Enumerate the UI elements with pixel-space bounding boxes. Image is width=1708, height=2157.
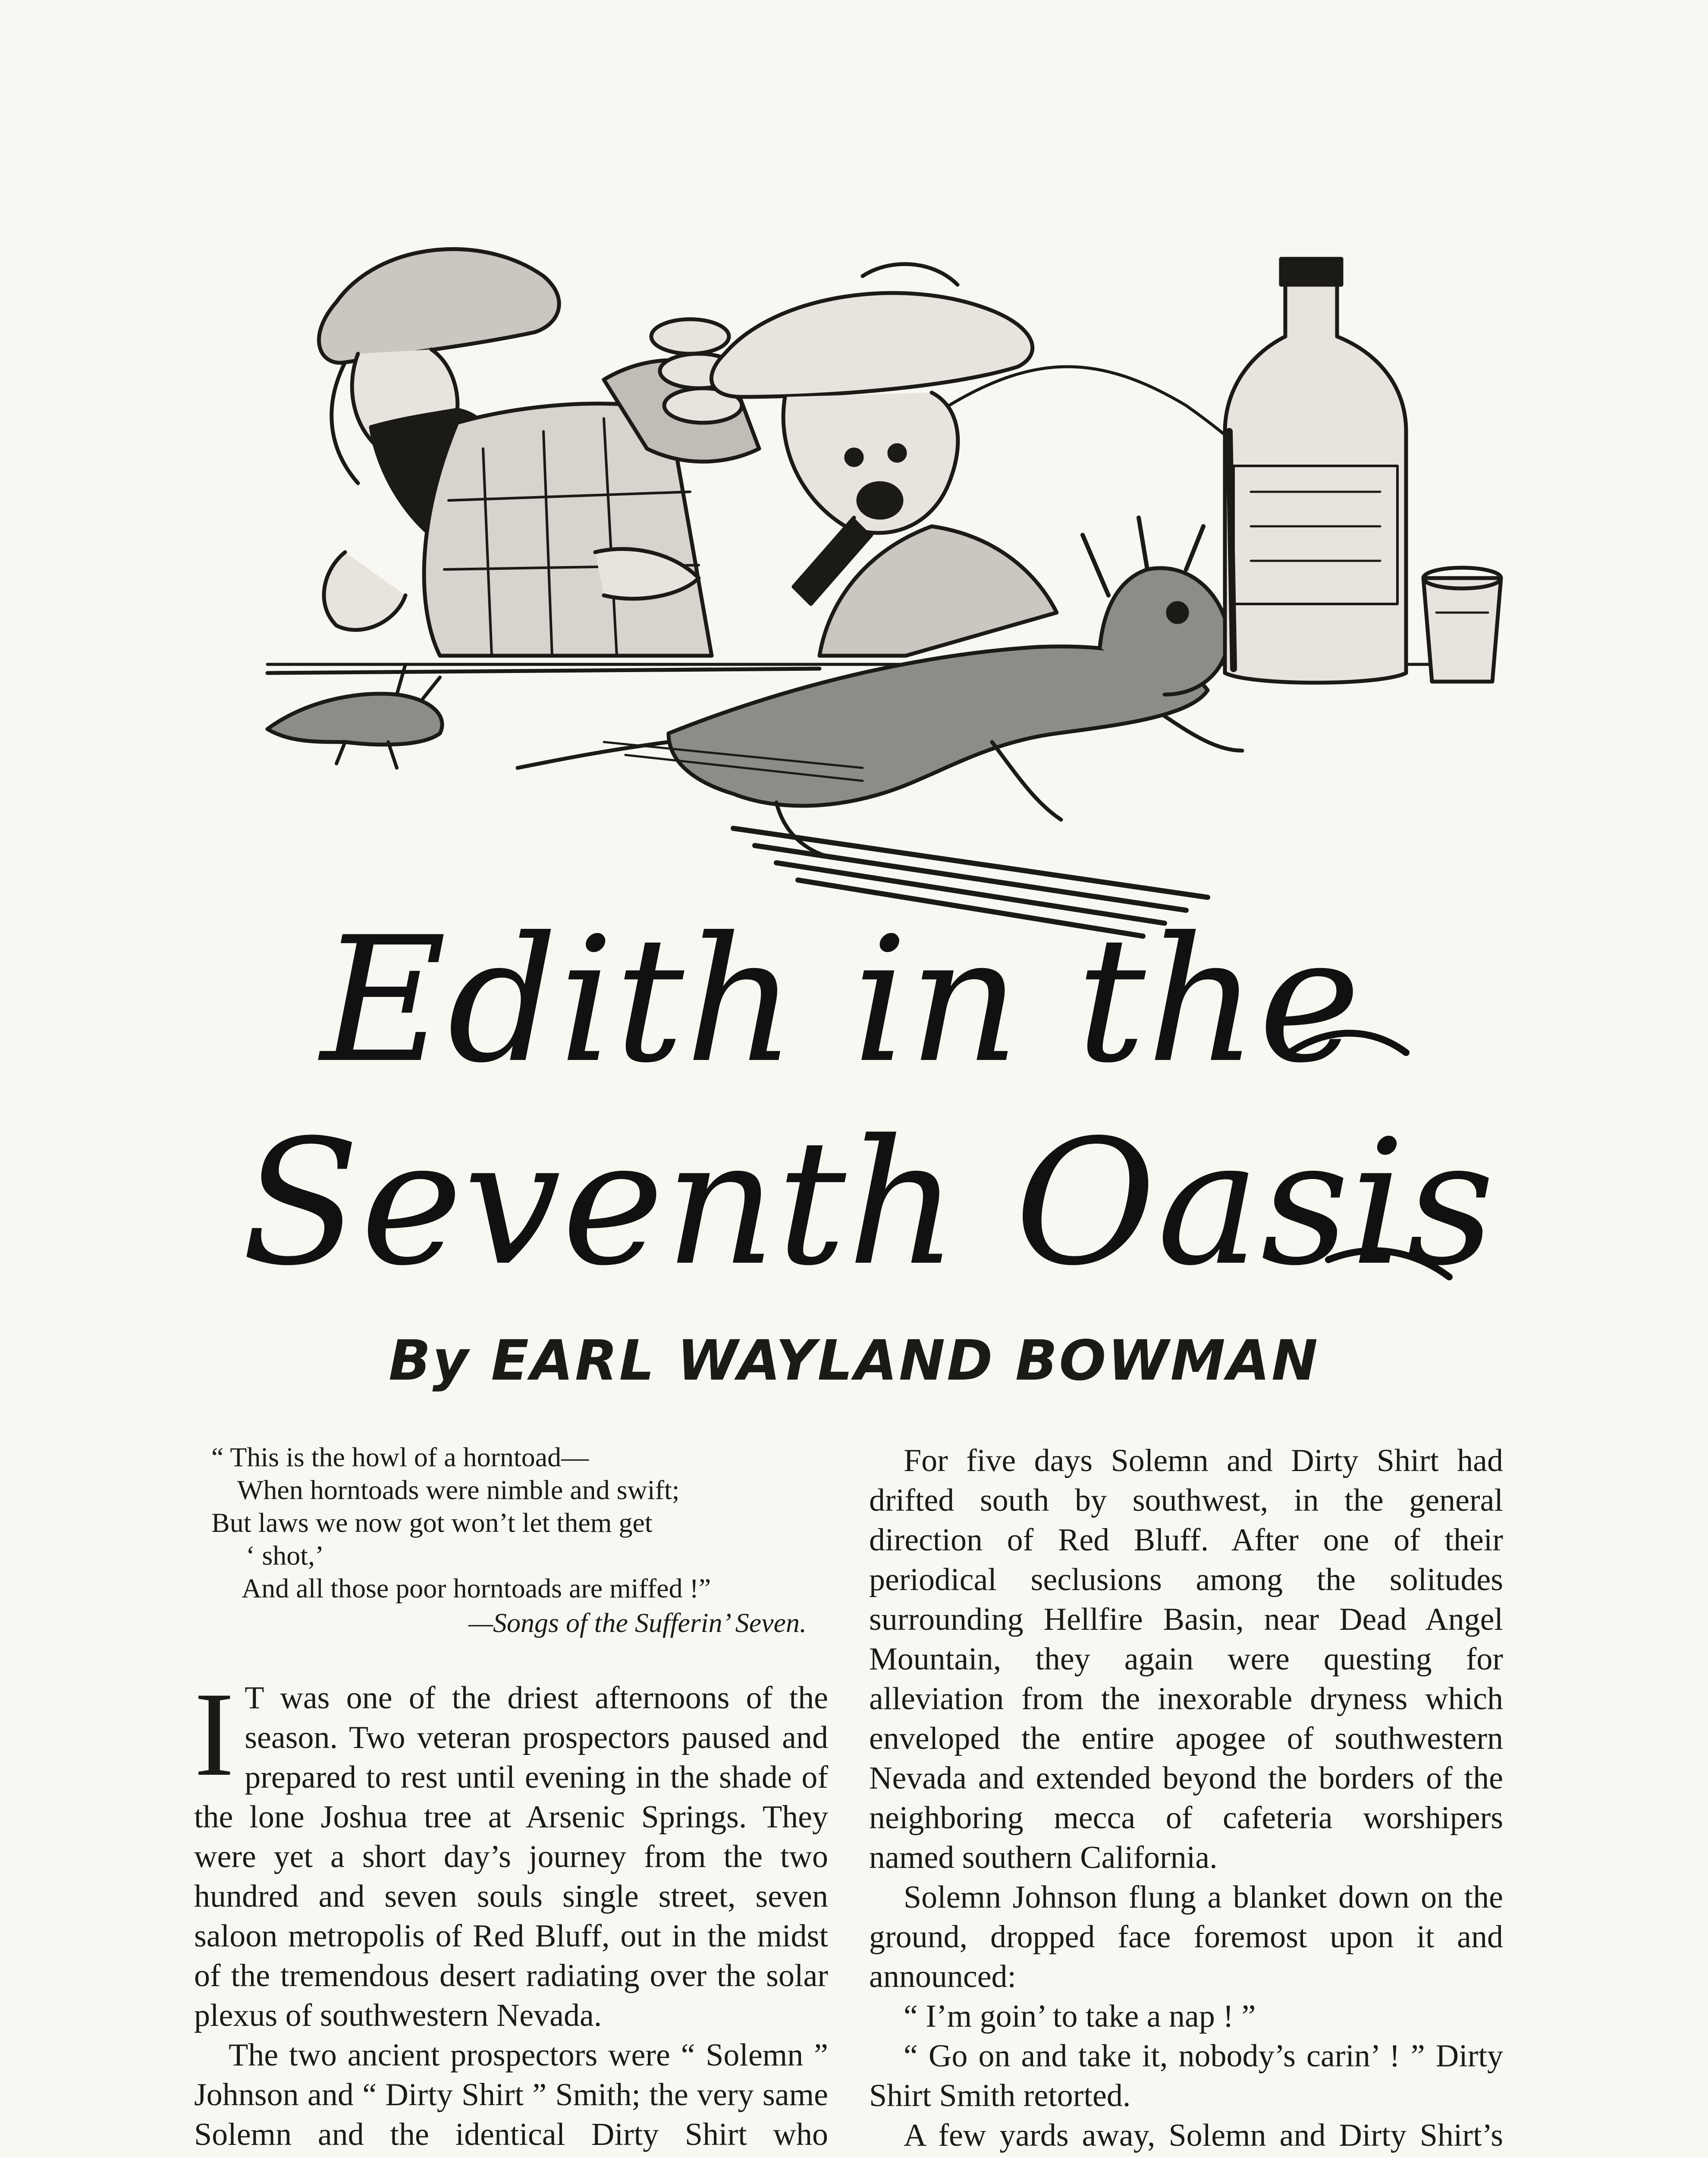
prospectors-drawing: [216, 224, 1510, 949]
body-paragraph: Solemn Johnson flung a blanket down on the ground, dropped face foremost upon it and announced:: [869, 1880, 1503, 1994]
body-paragraph: The two ancient prospectors were “ Solemn ” Johnson and “ Dirty Shirt ” Smith; the very same Solemn and the identical Dirty Shirt who: [194, 2038, 828, 2152]
header-illustration: [216, 224, 1510, 949]
body-paragraph: A few yards away, Solemn and Dirty Shirt’s: [904, 2118, 1503, 2153]
byline: By EARL WAYLAND BOWMAN: [388, 1329, 1320, 1393]
body-paragraph: For five days Solemn and Dirty Shirt had drifted south by southwest, in the general direction of Red Bluff. After one of their periodical seclusions among the solitudes surrounding Hellfire Basin, near Dead Angel Mountain, they again were questing for alleviation from the inexorable dryness which enveloped the entire apogee of southwestern Nevada and extended beyond the borders of the neighboring mecca of cafeteria worshipers named southern California.: [869, 1443, 1503, 1875]
body-paragraph: “ I’m goin’ to take a nap ! ”: [904, 1999, 1256, 2034]
title-line-2: Seventh Oasis: [242, 1103, 1496, 1304]
drop-cap: I: [194, 1667, 235, 1801]
article-title: [242, 897, 1496, 1320]
epigraph-line: And all those poor horntoads are miffed !”: [242, 1573, 711, 1604]
paragraph-text: T was one of the driest afternoons of the season. Two veteran prospectors paused and prepared to rest until evening in the shade of the lone Joshua tree at Arsenic Springs. They were yet a short day’s journey from the two hundred and seven souls single street, seven saloon metropolis of Red Bluff, out in the midst of the tremendous desert radiating over the solar plexus of southwestern Nevada.: [194, 1680, 828, 2033]
epigraph-line: ‘ shot,’: [246, 1540, 324, 1571]
epigraph-line: When horntoads were nimble and swift;: [237, 1475, 680, 1505]
epigraph: [211, 1441, 819, 1639]
body-paragraph: “ Go on and take it, nobody’s carin’ ! ” Dirty Shirt Smith retorted.: [869, 2038, 1503, 2113]
left-column: [194, 1441, 828, 2157]
epigraph-source: —Songs of the Sufferin’ Seven.: [468, 1607, 807, 1638]
epigraph-line: But laws we now got won’t let them get: [211, 1507, 653, 1538]
right-column: [869, 1441, 1503, 2157]
epigraph-line: “ This is the howl of a horntoad—: [211, 1442, 589, 1472]
title-line-1: Edith in the: [320, 900, 1362, 1101]
body-paragraph: [194, 1667, 828, 2035]
